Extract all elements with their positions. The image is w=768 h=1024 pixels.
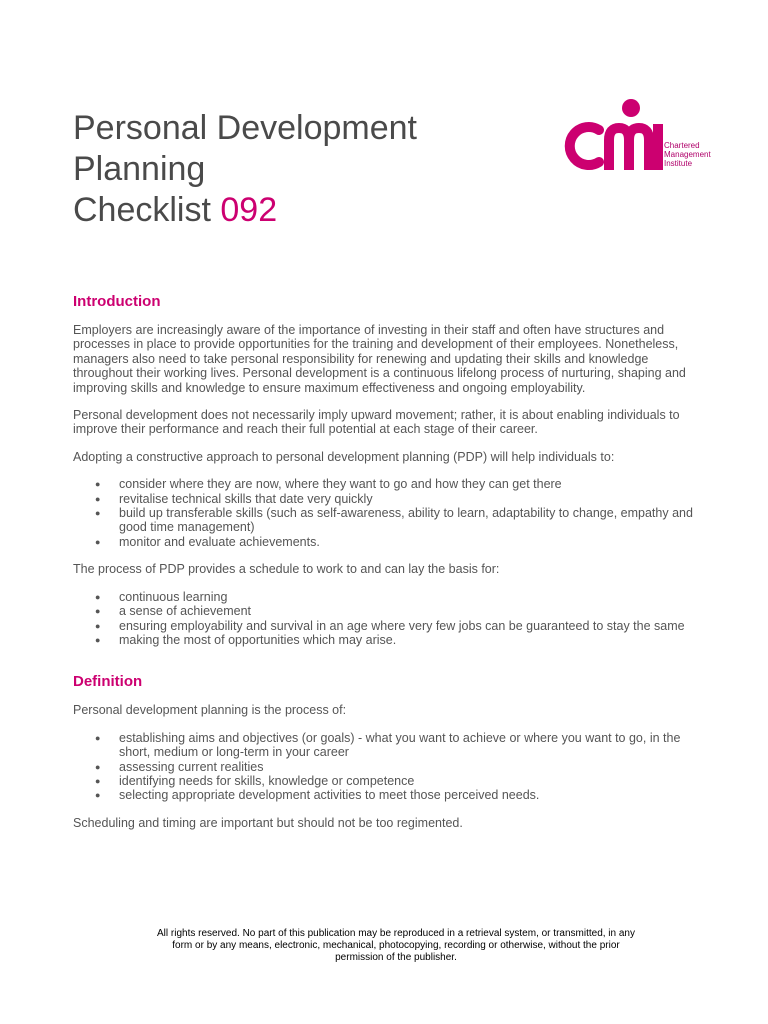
checklist-number: 092 bbox=[220, 191, 278, 229]
list-item: ● ensuring employability and survival in an age where very few jobs can be guaranteed to stay the same bbox=[95, 618, 685, 633]
intro-paragraph-4: The process of PDP provides a schedule to work to and can lay the basis for: bbox=[73, 562, 500, 577]
list-item: ● selecting appropriate development activities to meet those perceived needs. bbox=[95, 788, 540, 803]
logo-letter-i bbox=[653, 124, 663, 170]
list-item: ● assessing current realities bbox=[95, 759, 264, 774]
list-item: ● a sense of achievement bbox=[95, 604, 252, 619]
pdp-benefits-list bbox=[73, 477, 693, 549]
definition-paragraph-2: Scheduling and timing are important but should not be too regimented. bbox=[73, 815, 463, 830]
list-item: ● identifying needs for skills, knowledge or competence bbox=[95, 773, 415, 788]
document-title bbox=[73, 108, 417, 231]
list-item: ● making the most of opportunities which may arise. bbox=[95, 632, 397, 647]
list-item: ● monitor and evaluate achievements. bbox=[95, 534, 320, 549]
intro-paragraph-2: Personal development does not necessarily imply upward movement; rather, it is about enabling individuals to improve their performance and reach their full potential at each stage of their career. bbox=[73, 408, 680, 437]
logo-letter-m bbox=[609, 128, 649, 170]
pdp-basis-list bbox=[73, 590, 693, 648]
definition-paragraph-1: Personal development planning is the process of: bbox=[73, 703, 347, 718]
title-line-2: Planning bbox=[73, 150, 206, 188]
list-item: ● consider where they are now, where they want to go and how they can get there bbox=[95, 477, 562, 492]
logo-letter-c bbox=[570, 127, 599, 165]
logo-dot bbox=[622, 99, 640, 117]
document-body bbox=[73, 293, 693, 843]
list-item: ● continuous learning bbox=[95, 589, 228, 604]
copyright-footer: All rights reserved. No part of this publication may be reproduced in a retrieval system, or transmitted, in any form or by any means, electronic, mechanical, photocopying, recording or otherwise, without the prior permission of the publisher. bbox=[157, 928, 635, 963]
title-line-1: Personal Development bbox=[73, 109, 417, 147]
definition-heading: Definition bbox=[73, 673, 143, 691]
intro-paragraph-1: Employers are increasingly aware of the importance of investing in their staff and often have structures and processes in place to provide opportunities for the training and development of their employees. Nonetheless, managers also need to take personal responsibility for renewing and updating their skills and knowledge throughout their working lives. Personal development is a continuous lifelong process of nurturing, shaping and improving skills and knowledge to ensure maximum effectiveness and ongoing employability. bbox=[73, 323, 686, 395]
intro-paragraph-3: Adopting a constructive approach to personal development planning (PDP) will help individuals to: bbox=[73, 449, 615, 464]
pdp-process-list bbox=[73, 731, 693, 803]
logo-subtitle: Chartered Management Institute bbox=[664, 141, 711, 168]
list-item: ● build up transferable skills (such as self-awareness, ability to learn, adaptability to change, empathy and good time management) bbox=[95, 506, 693, 535]
list-item: ● establishing aims and objectives (or goals) - what you want to achieve or where you want to go, in the short, medium or long-term in your career bbox=[95, 730, 681, 760]
introduction-heading: Introduction bbox=[73, 293, 161, 310]
list-item: ● revitalise technical skills that date very quickly bbox=[95, 491, 373, 506]
title-line-3: Checklist bbox=[73, 191, 221, 229]
